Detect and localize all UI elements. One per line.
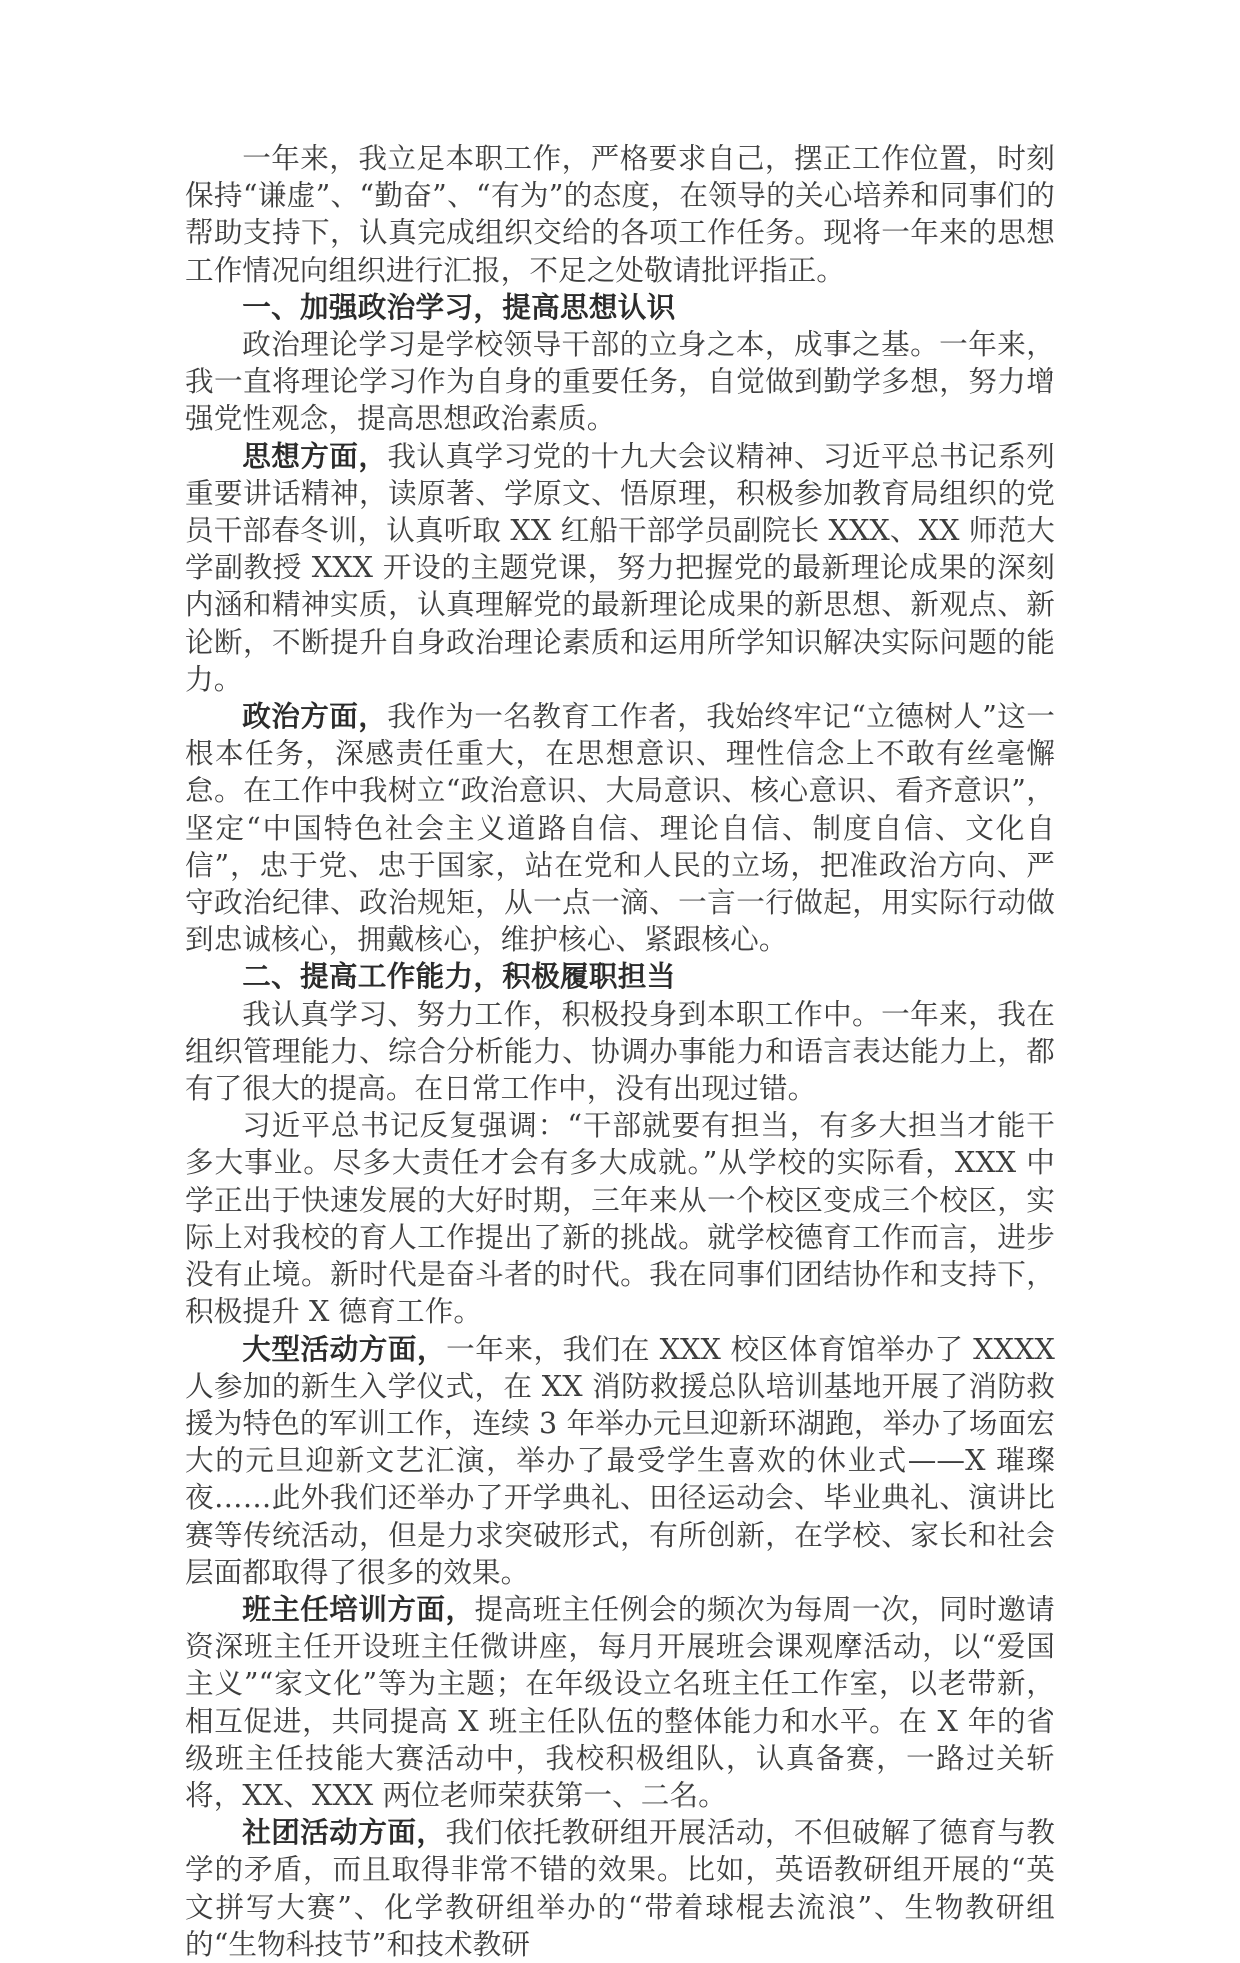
large-events-text: 一年来，我们在 XXX 校区体育馆举办了 XXXX 人参加的新生入学仪式，在 XX 消防救援总队培训基地开展了消防救援为特色的军训工作，连续 3 年举办元旦迎新环湖跑，举办了场面宏大的元旦迎新文艺汇演，举办了最受学生喜欢的休业式——X 璀璨夜……此外我们还举办了开学典礼、田径运动会、毕业典礼、演讲比赛等传统活动，但是力求突破形式，有所创新，在学校、家长和社会层面都取得了很多的效果。 [185, 1331, 1056, 1589]
large-events-lead: 大型活动方面， [242, 1331, 447, 1366]
thought-aspect-paragraph [185, 438, 1055, 698]
club-activities-text: 我们依托教研组开展活动，不但破解了德育与教学的矛盾，而且取得非常不错的效果。比如，英语教研组开展的“英文拼写大赛”、化学教研组举办的“带着球棍去流浪”、生物教研组的“生物科技节”和技术教研 [185, 1815, 1055, 1961]
section-one-paragraph-1: 政治理论学习是学校领导干部的立身之本，成事之基。一年来，我一直将理论学习作为自身的重要任务，自觉做到勤学多想，努力增强党性观念，提高思想政治素质。 [185, 327, 1055, 436]
large-events-paragraph [185, 1331, 1055, 1591]
politics-aspect-paragraph [185, 698, 1055, 958]
document-body [185, 140, 1055, 1963]
thought-aspect-lead: 思想方面， [242, 438, 388, 473]
politics-aspect-text: 我作为一名教育工作者，我始终牢记“立德树人”这一根本任务，深感责任重大，在思想意识、理性信念上不敢有丝毫懈怠。在工作中我树立“政治意识、大局意识、核心意识、看齐意识”，坚定“中国特色社会主义道路自信、理论自信、制度自信、文化自信”，忠于党、忠于国家，站在党和人民的立场，把准政治方向、严守政治纪律、政治规矩，从一点一滴、一言一行做起，用实际行动做到忠诚核心，拥戴核心，维护核心、紧跟核心。 [185, 699, 1055, 957]
section-two-paragraph-2: 习近平总书记反复强调：“干部就要有担当，有多大担当才能干多大事业。尽多大责任才会有多大成就。”从学校的实际看，XXX 中学正出于快速发展的大好时期，三年来从一个校区变成三个校区，实际上对我校的育人工作提出了新的挑战。就学校德育工作而言，进步没有止境。新时代是奋斗者的时代。我在同事们团结协作和支持下，积极提升 X 德育工作。 [185, 1108, 1055, 1329]
thought-aspect-text: 我认真学习党的十九大会议精神、习近平总书记系列重要讲话精神，读原著、学原文、悟原理，积极参加教育局组织的党员干部春冬训，认真听取 XX 红船干部学员副院长 XXX、XX 师范大学副教授 XXX 开设的主题党课，努力把握党的最新理论成果的深刻内涵和精神实质，认真理解党的最新理论成果的新思想、新观点、新论断，不断提升自身政治理论素质和运用所学知识解决实际问题的能力。 [185, 438, 1055, 696]
club-activities-lead: 社团活动方面， [242, 1815, 446, 1850]
intro-paragraph: 一年来，我立足本职工作，严格要求自己，摆正工作位置，时刻保持“谦虚”、“勤奋”、“有为”的态度，在领导的关心培养和同事们的帮助支持下，认真完成组织交给的各项工作任务。现将一年来的思想工作情况向组织进行汇报，不足之处敬请批评指正。 [185, 141, 1055, 287]
section-two-paragraph-1: 我认真学习、努力工作，积极投身到本职工作中。一年来，我在组织管理能力、综合分析能力、协调办事能力和语言表达能力上，都有了很大的提高。在日常工作中，没有出现过错。 [185, 996, 1055, 1106]
section-heading-two: 二、提高工作能力，积极履职担当 [242, 959, 676, 994]
homeroom-training-paragraph [185, 1591, 1055, 1814]
club-activities-paragraph [185, 1814, 1055, 1963]
homeroom-training-text: 提高班主任例会的频次为每周一次，同时邀请资深班主任开设班主任微讲座，每月开展班会课观摩活动，以“爱国主义”“家文化”等为主题；在年级设立名班主任工作室，以老带新，相互促进，共同提高 X 班主任队伍的整体能力和水平。在 X 年的省级班主任技能大赛活动中，我校积极组队，认真备赛，一路过关斩将，XX、XXX 两位老师荣获第一、二名。 [185, 1591, 1055, 1812]
section-heading-one: 一、加强政治学习，提高思想认识 [242, 289, 676, 324]
politics-aspect-lead: 政治方面， [242, 699, 388, 734]
homeroom-training-lead: 班主任培训方面， [242, 1591, 475, 1626]
